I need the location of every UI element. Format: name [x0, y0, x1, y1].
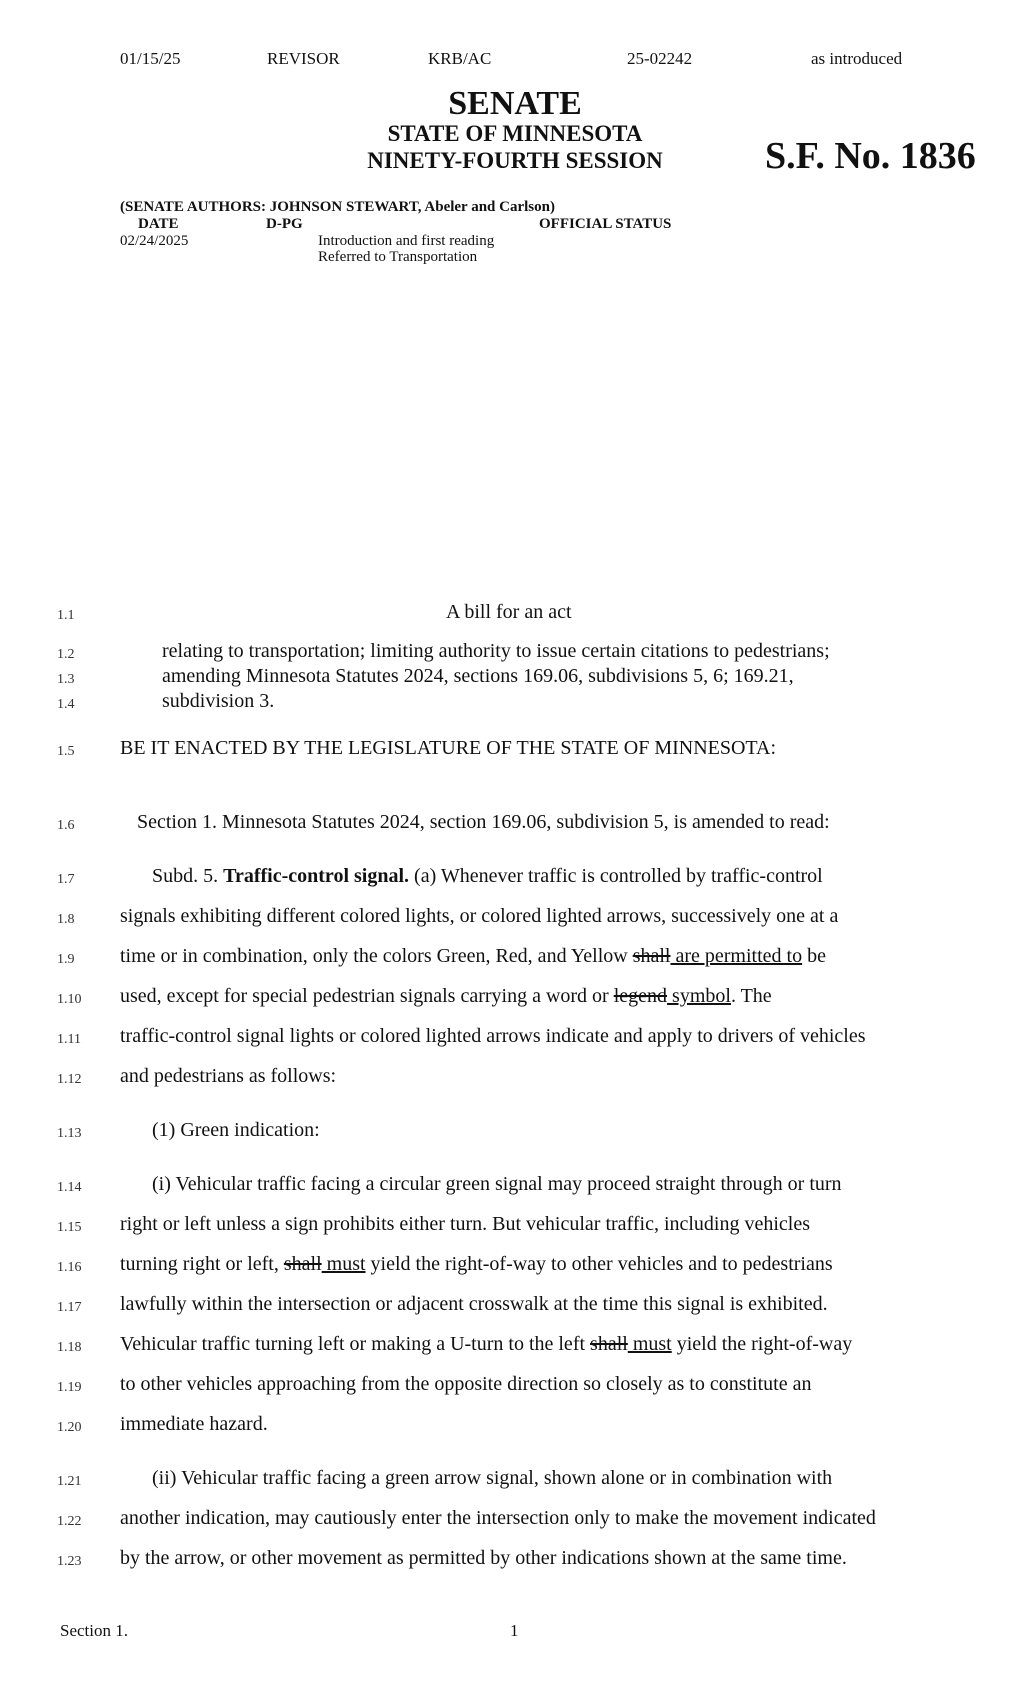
inserted-text: must	[321, 1253, 366, 1275]
authors-line: (SENATE AUTHORS: JOHNSON STEWART, Abeler and Carlson)	[120, 199, 555, 215]
footer-section: Section 1.	[60, 1621, 128, 1640]
line-number: 1.21	[57, 1474, 82, 1489]
line-number: 1.7	[57, 872, 75, 887]
header-date: 01/15/25	[120, 49, 181, 68]
line-number: 1.10	[57, 992, 82, 1007]
chamber-title: SENATE	[448, 85, 582, 122]
title-line: relating to transportation; limiting authority to issue certain citations to pedestrians;	[162, 640, 830, 662]
line-number: 1.9	[57, 952, 75, 967]
line-number: 1.23	[57, 1554, 82, 1569]
line-number: 1.11	[57, 1032, 81, 1047]
page-number: 1	[510, 1621, 519, 1640]
line-number: 1.15	[57, 1220, 82, 1235]
body-line: (ii) Vehicular traffic facing a green arrow signal, shown alone or in combination with	[152, 1467, 833, 1489]
line-number: 1.20	[57, 1420, 82, 1435]
line-number: 1.13	[57, 1126, 82, 1141]
line-number: 1.5	[57, 744, 75, 759]
stricken-text: legend	[613, 985, 668, 1007]
line-number: 1.1	[57, 608, 75, 623]
line-number: 1.12	[57, 1072, 82, 1087]
header-initials: KRB/AC	[428, 49, 492, 68]
body-line: Subd. 5. Traffic-control signal. (a) Whenever traffic is controlled by traffic-control	[152, 865, 823, 887]
enacting-clause: BE IT ENACTED BY THE LEGISLATURE OF THE STATE OF MINNESOTA:	[120, 737, 777, 759]
title-line: amending Minnesota Statutes 2024, sections 169.06, subdivisions 5, 6; 169.21,	[162, 665, 794, 687]
line-number: 1.19	[57, 1380, 82, 1395]
line-number: 1.2	[57, 647, 75, 662]
subdivision-title: Traffic-control signal.	[223, 865, 410, 887]
line-number: 1.17	[57, 1300, 82, 1315]
body-line: time or in combination, only the colors Green, Red, and Yellow shall are permitted to be	[120, 945, 826, 967]
line-number: 1.18	[57, 1340, 82, 1355]
body-line: turning right or left, shall must yield the right-of-way to other vehicles and to pedestrians	[120, 1253, 833, 1275]
body-line: signals exhibiting different colored lights, or colored lighted arrows, successively one at a	[120, 905, 839, 927]
col-date: DATE	[138, 216, 179, 232]
header-status: as introduced	[811, 49, 903, 68]
section-heading: Section 1. Minnesota Statutes 2024, section 169.06, subdivision 5, is amended to read:	[137, 811, 830, 833]
header-doc-number: 25-02242	[627, 49, 693, 68]
stricken-text: shall	[632, 945, 671, 967]
bill-heading: A bill for an act	[446, 601, 572, 623]
body-line: to other vehicles approaching from the opposite direction so closely as to constitute an	[120, 1373, 812, 1395]
title-line: subdivision 3.	[162, 690, 275, 712]
action-1: Introduction and first reading	[318, 233, 495, 249]
body-line: lawfully within the intersection or adjacent crosswalk at the time this signal is exhibited.	[120, 1293, 828, 1315]
body-line: and pedestrians as follows:	[120, 1065, 337, 1087]
body-line: (i) Vehicular traffic facing a circular green signal may proceed straight through or turn	[152, 1173, 842, 1195]
col-dpg: D-PG	[266, 216, 303, 232]
body-line: by the arrow, or other movement as permitted by other indications shown at the same time.	[120, 1547, 847, 1569]
body-line: right or left unless a sign prohibits either turn. But vehicular traffic, including vehicles	[120, 1213, 811, 1235]
line-number: 1.14	[57, 1180, 82, 1195]
line-number: 1.4	[57, 697, 75, 712]
col-status: OFFICIAL STATUS	[539, 216, 672, 232]
body-line: Vehicular traffic turning left or making a U-turn to the left shall must yield the right-of-way	[120, 1333, 853, 1355]
body-line: (1) Green indication:	[152, 1119, 320, 1141]
session-title: NINETY-FOURTH SESSION	[367, 148, 663, 173]
body-line: traffic-control signal lights or colored lighted arrows indicate and apply to drivers of vehicles	[120, 1025, 866, 1047]
action-2: Referred to Transportation	[318, 249, 478, 265]
stricken-text: shall	[590, 1333, 628, 1355]
body-line: another indication, may cautiously enter the intersection only to make the movement indicated	[120, 1507, 876, 1529]
action-date: 02/24/2025	[120, 233, 189, 249]
line-number: 1.8	[57, 912, 75, 927]
body-line: immediate hazard.	[120, 1413, 268, 1435]
line-number: 1.3	[57, 672, 75, 687]
line-number: 1.6	[57, 818, 75, 833]
state-title: STATE OF MINNESOTA	[387, 121, 643, 146]
inserted-text: must	[627, 1333, 672, 1355]
header-revisor: REVISOR	[267, 49, 340, 68]
body-line: used, except for special pedestrian signals carrying a word or legend symbol. The	[120, 985, 772, 1007]
stricken-text: shall	[283, 1253, 322, 1275]
file-number: S.F. No. 1836	[765, 135, 976, 177]
line-number: 1.16	[57, 1260, 82, 1275]
inserted-text: are permitted to	[670, 945, 803, 967]
inserted-text: symbol	[667, 985, 731, 1007]
line-number: 1.22	[57, 1514, 82, 1529]
